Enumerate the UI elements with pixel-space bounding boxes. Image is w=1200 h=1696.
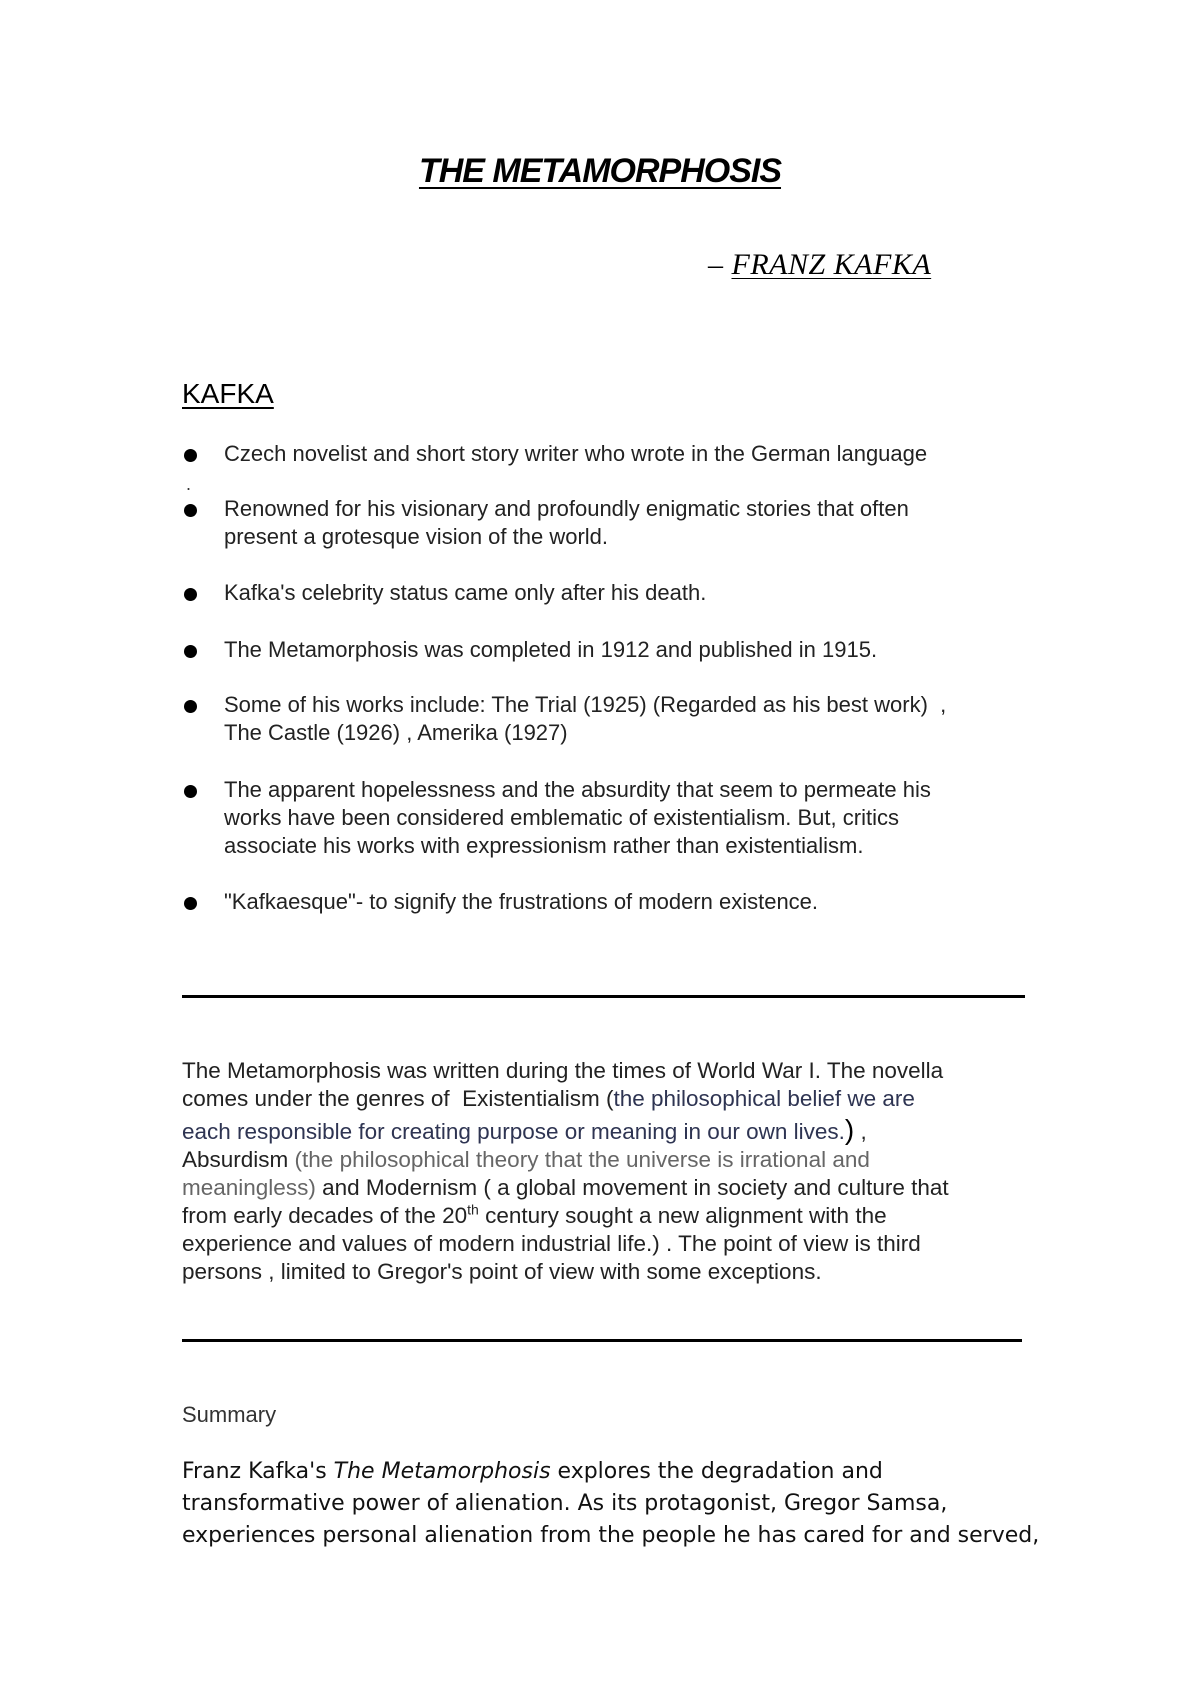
bullet-dot-icon [184,897,197,910]
summary-book-title: The Metamorphosis [333,1459,551,1484]
summary-paragraph [182,1456,1062,1552]
bullet-dot-icon [184,645,197,658]
paragraph-text: century sought a new alignment with the [478,1203,887,1228]
bullet-dot-icon [184,504,197,517]
section-heading-kafka: KAFKA [182,378,274,409]
summary-line: experiences personal alienation from the people he has cared for and served, [182,1523,1040,1548]
paragraph-definition: (the philosophical theory that the universe is irrational and [294,1147,870,1172]
paragraph-line: experience and values of modern industrial life.) . The point of view is third [182,1231,921,1256]
stray-period: . [186,474,192,494]
summary-line: transformative power of alienation. As its protagonist, Gregor Samsa, [182,1491,948,1516]
bullet-dot-icon [184,700,197,713]
paragraph-paren: ) [844,1114,855,1145]
paragraph-line [182,1174,1032,1202]
bullet-text: The Castle (1926) , Amerika (1927) [224,720,568,745]
paragraph-definition: each responsible for creating purpose or meaning in our own lives. [182,1119,845,1144]
bullet-text: The apparent hopelessness and the absurdity that seem to permeate his [224,777,931,802]
paragraph-line [182,1085,1032,1113]
paragraph-line: persons , limited to Gregor's point of view with some exceptions. [182,1259,822,1284]
bullet-text: The Metamorphosis was completed in 1912 and published in 1915. [224,637,878,662]
context-paragraph [182,1057,1032,1286]
author-name: FRANZ KAFKA [731,248,932,281]
bullet-dot-icon [184,588,197,601]
paragraph-line [182,1146,1032,1174]
bullet-text: Czech novelist and short story writer who wrote in the German language [224,441,928,466]
paragraph-text: comes under the genres of Existentialism ( [182,1086,614,1111]
bullet-text: present a grotesque vision of the world. [224,524,609,549]
bullet-text: Renowned for his visionary and profoundly enigmatic stories that often [224,496,909,521]
summary-line [182,1456,1062,1488]
bullet-dot-icon [184,449,197,462]
summary-text: explores the degradation and [550,1459,883,1484]
paragraph-definition: the philosophical belief we are [613,1086,915,1111]
author-dash: – [708,248,724,281]
bullet-text: "Kafkaesque"- to signify the frustrations of modern existence. [224,889,819,914]
paragraph-line [182,1116,1032,1146]
author-line [708,248,931,282]
paragraph-text: , [854,1119,867,1144]
bullet-text: works have been considered emblematic of existentialism. But, critics [224,805,899,830]
horizontal-divider [182,995,1025,998]
paragraph-text: Absurdism [182,1147,295,1172]
paragraph-line: The Metamorphosis was written during the times of World War I. The novella [182,1058,944,1083]
paragraph-text: and Modernism ( a global movement in society and culture that [315,1175,949,1200]
bullet-text: Some of his works include: The Trial (1925) (Regarded as his best work) , [224,692,947,717]
summary-heading: Summary [182,1402,277,1427]
document-title: THE METAMORPHOSIS [418,152,782,190]
bullet-text: Kafka's celebrity status came only after his death. [224,580,707,605]
paragraph-text: from early decades of the 20 [182,1203,468,1228]
bullet-text: associate his works with expressionism rather than existentialism. [224,833,864,858]
bullet-dot-icon [184,785,197,798]
paragraph-superscript: th [467,1201,479,1218]
summary-text: Franz Kafka's [182,1459,334,1484]
paragraph-definition: meaningless) [182,1175,316,1200]
paragraph-line [182,1202,1032,1230]
horizontal-divider [182,1339,1022,1342]
